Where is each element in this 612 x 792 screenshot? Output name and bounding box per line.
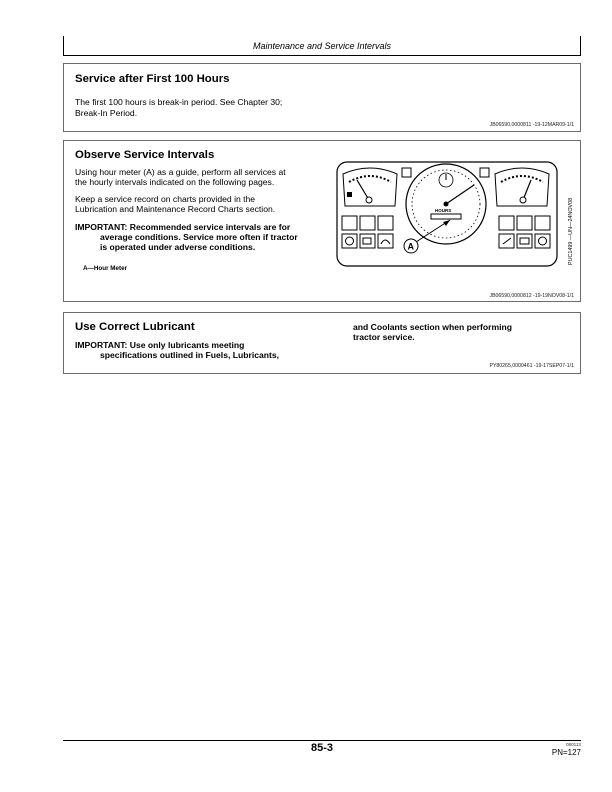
- figure-caption: A—Hour Meter: [83, 265, 128, 272]
- body-line: The first 100 hours is break-in period. See Chapter 30;: [75, 97, 283, 107]
- section-use-correct-lubricant: [63, 312, 581, 374]
- important-note: average conditions. Service more often if tractor: [100, 232, 298, 242]
- hour-meter-label: HOURS: [435, 208, 452, 213]
- reference-code: JB06590,0000811 -19-12MAR09-1/1: [489, 122, 574, 128]
- page-pn: PN=127: [551, 748, 581, 757]
- important-note: is operated under adverse conditions.: [100, 242, 256, 252]
- body-line: the hourly intervals indicated on the following pages.: [75, 177, 275, 187]
- section-service-first-100-hours: [63, 63, 581, 132]
- important-note: IMPORTANT: Use only lubricants meeting: [75, 340, 245, 350]
- tachometer-icon: [406, 164, 486, 244]
- callout-a-label: A: [407, 241, 414, 252]
- section-title: Use Correct Lubricant: [75, 321, 195, 333]
- running-header: Maintenance and Service Intervals: [252, 41, 392, 51]
- important-note: specifications outlined in Fuels, Lubricants,: [100, 350, 280, 360]
- hour-meter-display: [431, 214, 461, 219]
- footer-rule: [63, 740, 581, 741]
- section-observe-service-intervals: [63, 140, 581, 302]
- body-line: Break-In Period.: [75, 108, 138, 118]
- indicator-icon: [402, 168, 411, 177]
- footer-code: 080113: [566, 742, 581, 747]
- important-note-continued: and Coolants section when performing: [353, 322, 512, 332]
- important-note: IMPORTANT: Recommended service intervals are for: [75, 222, 291, 232]
- important-note-continued: tractor service.: [353, 332, 415, 342]
- section-title: Observe Service Intervals: [75, 149, 215, 161]
- reference-code: PY80265,0000461 -19-17SEP07-1/1: [489, 363, 574, 369]
- right-gauge-icon: [495, 168, 549, 206]
- dashboard-illustration: [335, 154, 559, 269]
- page-number: 85-3: [310, 742, 334, 754]
- reference-code: JB06590,0000812 -19-19NOV08-1/1: [489, 293, 574, 299]
- figure-id: PUC1499 —UN—24NOV08: [568, 197, 574, 265]
- body-line: Keep a service record on charts provided in the: [75, 194, 256, 204]
- section-title: Service after First 100 Hours: [75, 73, 230, 85]
- left-gauge-icon: [343, 168, 397, 206]
- body-line: Using hour meter (A) as a guide, perform all services at: [75, 167, 286, 177]
- body-line: Lubrication and Maintenance Record Charts section.: [75, 204, 276, 214]
- header-rule: [63, 55, 581, 56]
- indicator-icon: [480, 168, 489, 177]
